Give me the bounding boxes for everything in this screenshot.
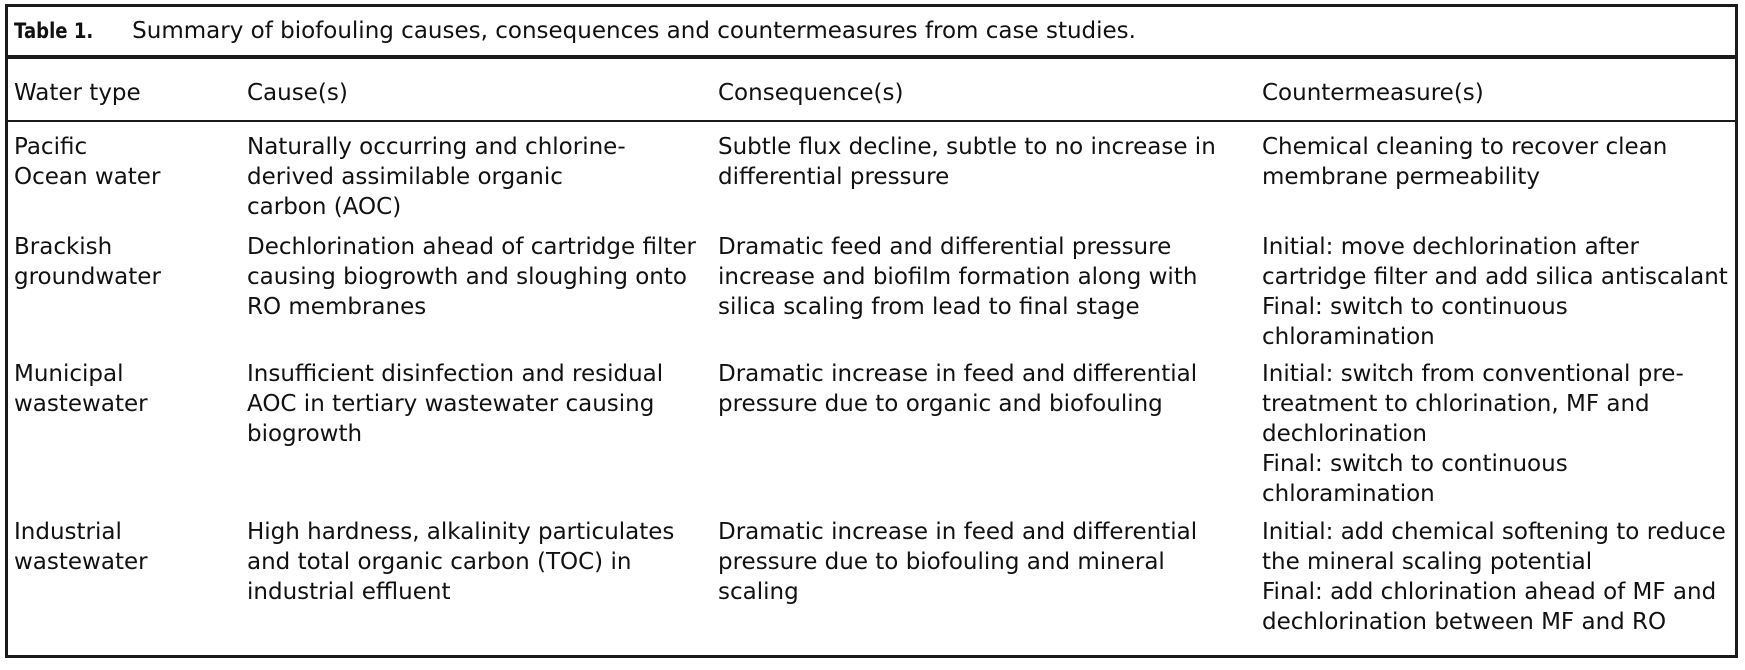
table-caption — [14, 17, 1136, 45]
cell-consequence: Subtle flux decline, subtle to no increase in differential pressure — [718, 134, 1216, 190]
cell-water-type: Pacific Ocean water — [14, 134, 161, 190]
column-header-countermeasures: Countermeasure(s) — [1262, 80, 1484, 106]
cell-cause: Naturally occurring and chlorine- derived assimilable organic carbon (AOC) — [247, 134, 626, 220]
table-title: Summary of biofouling causes, consequences and countermeasures from case studies. — [132, 18, 1136, 44]
cell-countermeasure: Initial: move dechlorination after cartridge filter and add silica antiscalant Final: switch to continuous chloramination — [1262, 234, 1728, 350]
cell-water-type: Industrial wastewater — [14, 519, 148, 575]
caption-rule — [5, 55, 1738, 59]
column-header-consequences: Consequence(s) — [718, 80, 904, 106]
cell-consequence: Dramatic increase in feed and differential pressure due to organic and biofouling — [718, 361, 1198, 417]
cell-countermeasure: Initial: add chemical softening to reduce the mineral scaling potential Final: add chlorination ahead of MF and dechlorination between MF and RO — [1262, 519, 1726, 635]
cell-water-type: Brackish groundwater — [14, 234, 161, 290]
cell-cause: High hardness, alkalinity particulates and total organic carbon (TOC) in industrial effluent — [247, 519, 675, 605]
header-rule — [5, 120, 1738, 122]
column-header-causes: Cause(s) — [247, 80, 348, 106]
table-number: Table 1. — [14, 19, 94, 43]
column-header-water-type: Water type — [14, 80, 141, 106]
cell-water-type: Municipal wastewater — [14, 361, 148, 417]
cell-countermeasure: Chemical cleaning to recover clean membrane permeability — [1262, 134, 1668, 190]
cell-consequence: Dramatic increase in feed and differential pressure due to biofouling and mineral scaling — [718, 519, 1198, 605]
cell-countermeasure: Initial: switch from conventional pre- treatment to chlorination, MF and dechlorination Final: switch to continuous chloramination — [1262, 361, 1684, 507]
table-header-row — [0, 78, 1745, 110]
cell-cause: Dechlorination ahead of cartridge filter causing biogrowth and sloughing onto RO membranes — [247, 234, 696, 320]
cell-consequence: Dramatic feed and differential pressure increase and biofilm formation along with silica scaling from lead to final stage — [718, 234, 1198, 320]
cell-cause: Insufficient disinfection and residual AOC in tertiary wastewater causing biogrowth — [247, 361, 664, 447]
